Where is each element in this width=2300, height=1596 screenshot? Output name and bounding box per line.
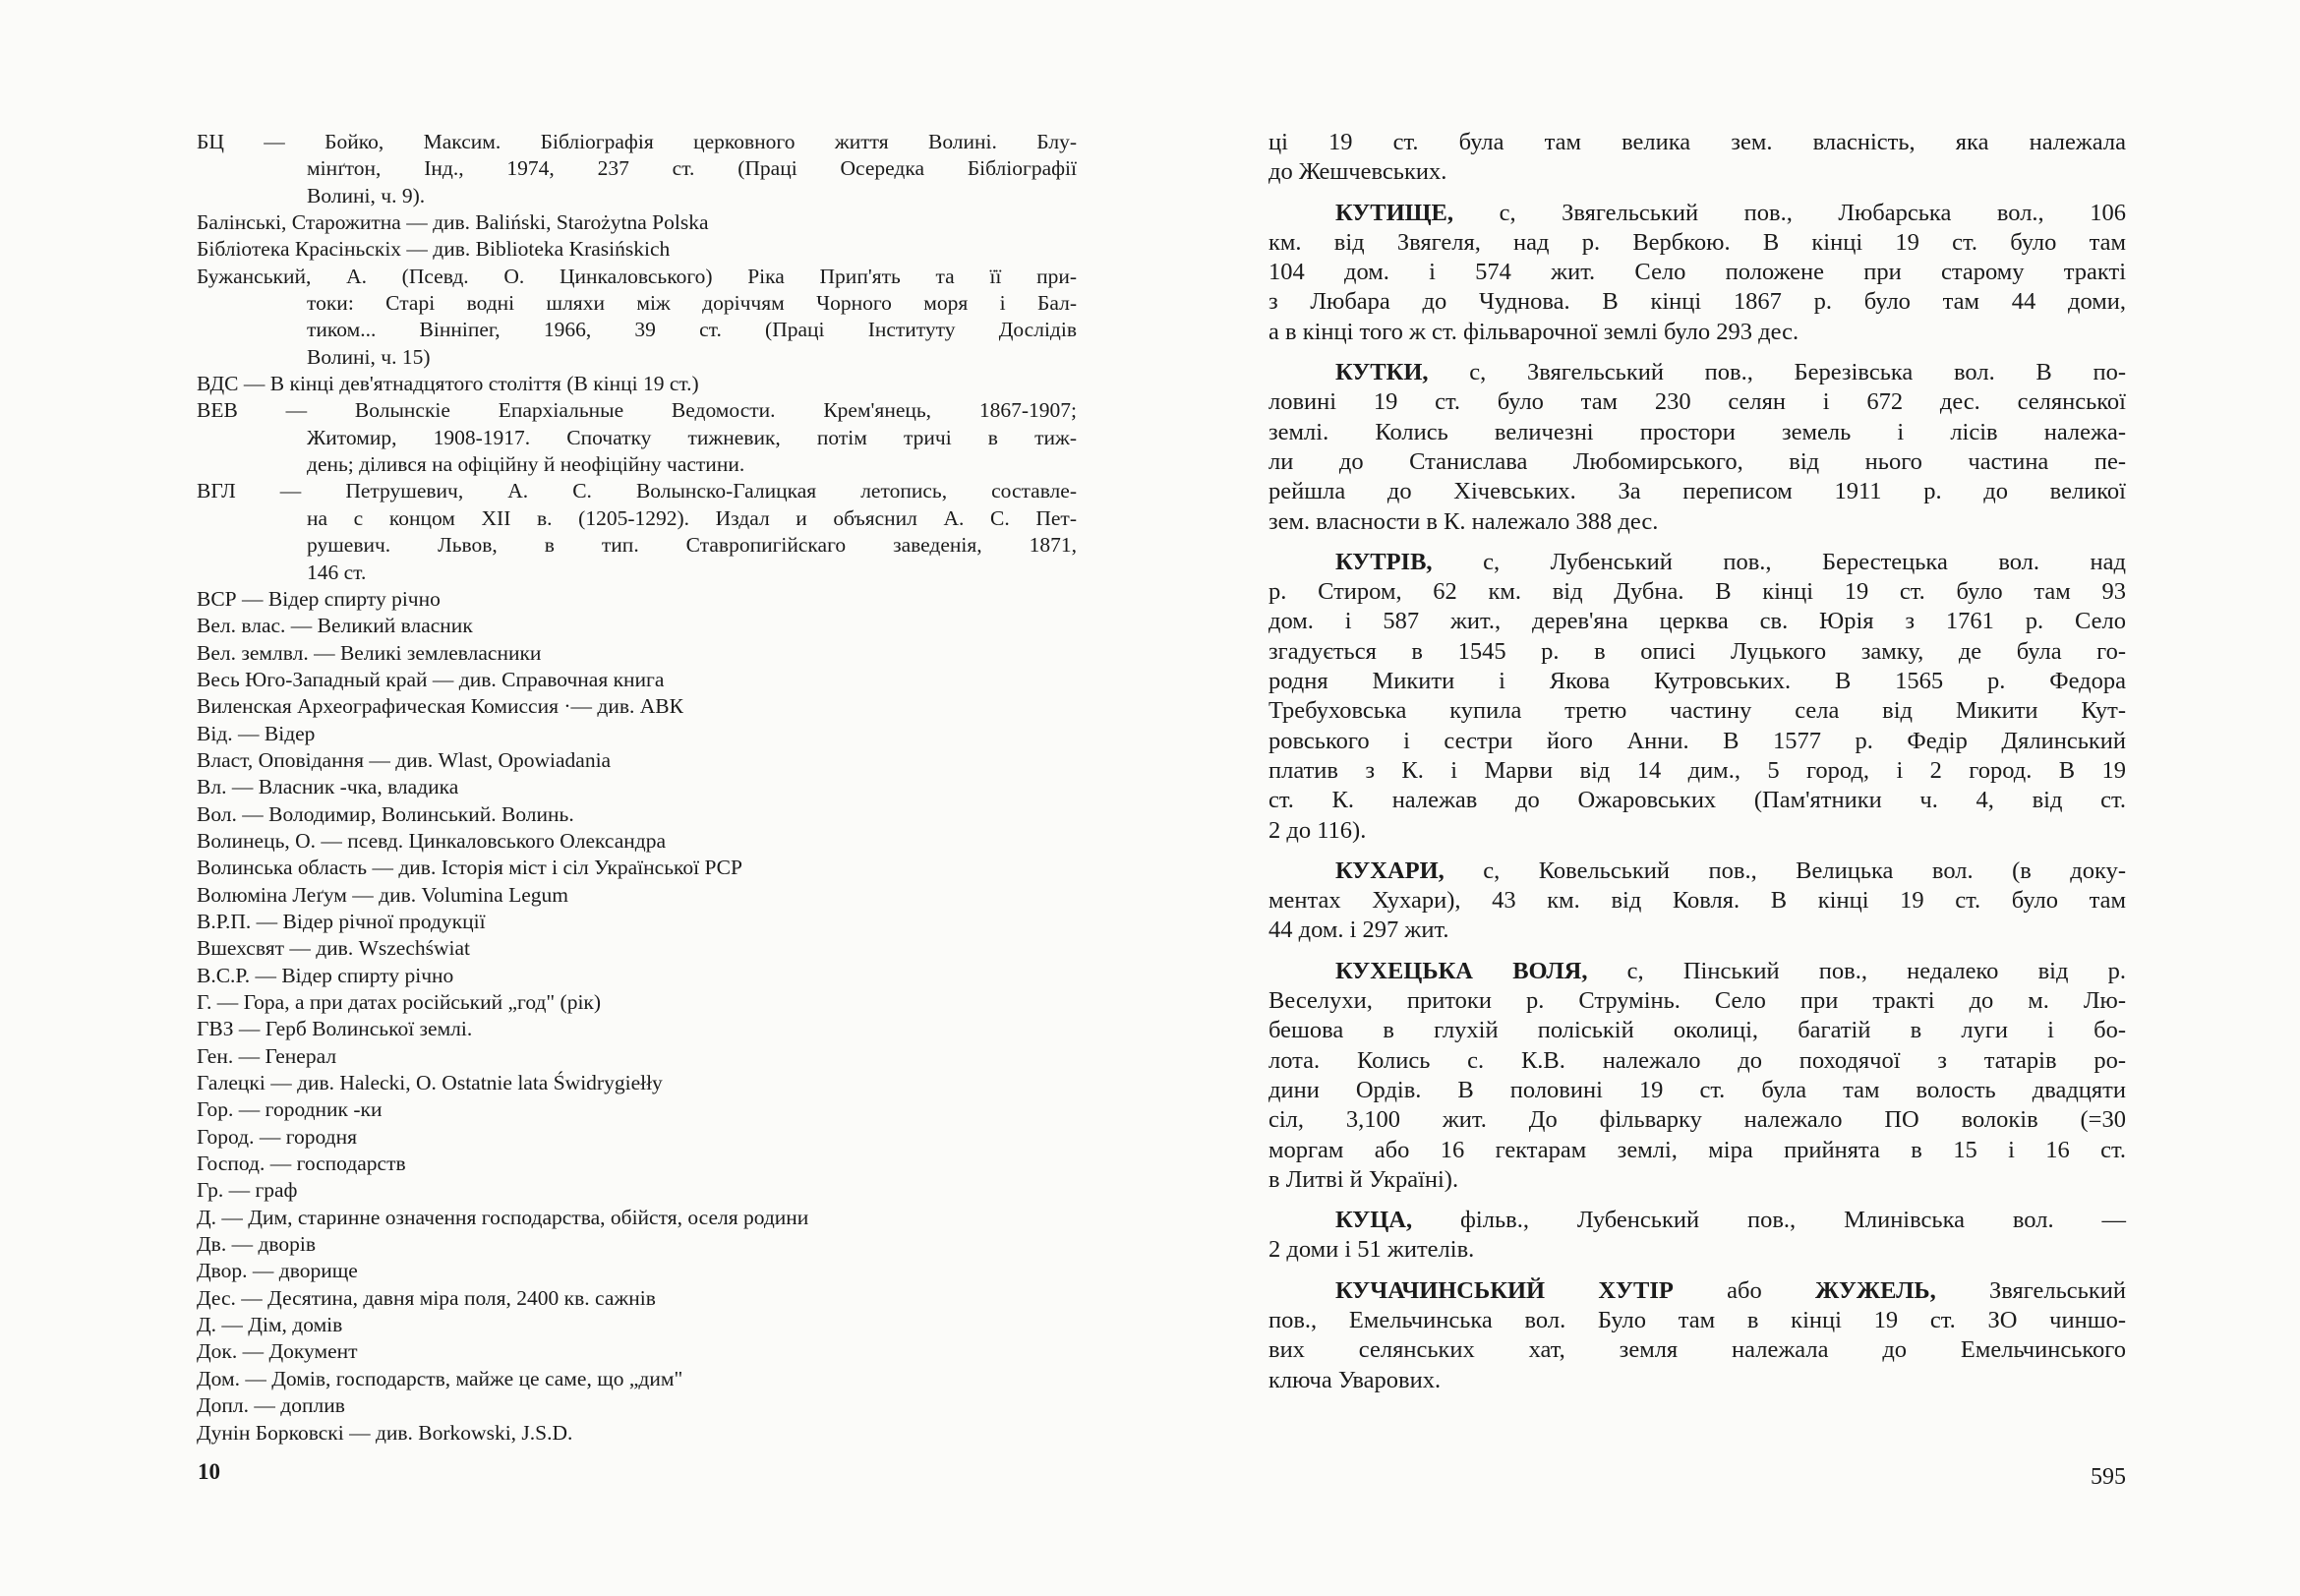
text-line	[197, 1258, 1077, 1284]
text-line	[1268, 477, 2126, 506]
text-span: або	[1673, 1276, 1816, 1304]
abbreviation-entry	[197, 1177, 1077, 1204]
text-span: вих селянських хат, земля належала до Емельчинського	[1268, 1336, 2126, 1364]
text-span: Веселухи, притоки р. Струмінь. Село при тракті до м. Лю-	[1268, 987, 2126, 1015]
abbreviation-entry	[197, 1312, 1077, 1338]
abbreviation-entry	[197, 613, 1077, 639]
text-span: Власт, Оповідання — див. Wlast, Opowiadania	[197, 747, 612, 772]
text-line	[197, 909, 1077, 935]
text-span: Д. — Дим, старинне означення господарства, обійстя, оселя родини	[197, 1205, 809, 1229]
text-span: Бужанський, А. (Псевд. О. Цинкаловського) Ріка Прип'ять та її при-	[197, 264, 1077, 288]
right-page	[1268, 128, 2126, 1395]
abbreviation-entry	[197, 1392, 1077, 1419]
text-line	[1268, 986, 2126, 1016]
text-span: ключа Уварових.	[1268, 1366, 1442, 1393]
text-span: рейшла до Хічевських. За переписом 1911 р. до великої	[1268, 478, 2126, 505]
text-line	[1268, 318, 2126, 347]
abbreviation-entry	[197, 1124, 1077, 1151]
abbreviation-entry	[197, 801, 1077, 828]
text-span: а в кінці того ж ст. фільварочної землі було 293 дес.	[1268, 318, 1799, 345]
text-line	[1268, 1306, 2126, 1335]
text-span: Вшехсвят — див. Wszechświat	[197, 936, 470, 961]
text-line	[1268, 1276, 2126, 1306]
text-line	[1268, 886, 2126, 916]
text-line	[1268, 637, 2126, 667]
text-line	[1268, 287, 2126, 317]
text-line	[197, 425, 1077, 451]
text-line	[1268, 1046, 2126, 1076]
text-line	[197, 532, 1077, 559]
text-span: Дв. — дворів	[197, 1232, 317, 1257]
gazetteer-paragraph	[1268, 1206, 2126, 1266]
text-line	[1268, 1235, 2126, 1265]
text-line	[197, 129, 1077, 155]
text-span: ментах Хухари), 43 км. від Ковля. В кінці 19 ст. було там	[1268, 887, 2126, 915]
text-span: Ген. — Генерал	[197, 1043, 337, 1068]
abbreviation-entry	[197, 371, 1077, 397]
abbreviation-entry	[197, 667, 1077, 693]
text-line	[1268, 577, 2126, 607]
text-span: Від. — Відер	[197, 721, 316, 745]
text-span: 104 дом. і 574 жит. Село положене при старому тракті	[1268, 259, 2126, 286]
text-span: Галецкі — див. Halecki, O. Ostatnie lata Świdrygiełły	[197, 1071, 663, 1095]
text-span: токи: Старі водні шляхи між доріччям Чорного моря і Бал-	[307, 291, 1077, 316]
text-span: пов., Емельчинська вол. Було там в кінці 19 ст. ЗО чиншо-	[1268, 1306, 2126, 1333]
text-line	[197, 1151, 1077, 1177]
entry-headword: КУТИЩЕ,	[1335, 199, 1454, 226]
text-line	[197, 505, 1077, 532]
text-line	[1268, 1076, 2126, 1105]
abbreviation-entry	[197, 1338, 1077, 1365]
text-span: Гр. — граф	[197, 1178, 298, 1203]
text-line	[197, 264, 1077, 290]
text-span: рушевич. Львов, в тип. Ставропигійскаго заведенія, 1871,	[307, 533, 1077, 558]
text-span: Город. — городня	[197, 1124, 357, 1149]
text-span: день; ділився на офіційну й неофіційну частини.	[307, 452, 745, 477]
text-line	[197, 586, 1077, 613]
abbreviation-entry	[197, 586, 1077, 613]
entry-headword: КУХАРИ,	[1335, 857, 1445, 884]
text-line	[197, 1205, 1077, 1231]
text-span: мінґтон, Інд., 1974, 237 ст. (Праці Осередка Бібліографії	[307, 156, 1077, 181]
text-line	[1268, 1016, 2126, 1045]
entry-headword: КУЧАЧИНСЬКИЙ ХУТІР	[1335, 1276, 1674, 1304]
page-number-left: 10	[198, 1459, 220, 1484]
text-span: бешова в глухій поліській околиці, багатій в луги і бо-	[1268, 1017, 2126, 1044]
text-span: км. від Звягеля, над р. Вербкою. В кінці 19 ст. було там	[1268, 228, 2126, 256]
entry-headword: ЖУЖЕЛЬ,	[1815, 1276, 1936, 1304]
page-number-right: 595	[2091, 1464, 2126, 1490]
left-page	[197, 129, 1077, 1447]
text-span: моргам або 16 гектарам землі, міра прийнята в 15 і 16 ст.	[1268, 1136, 2126, 1163]
text-span: с, Ковельський пов., Велицька вол. (в доку-	[1444, 857, 2126, 884]
text-line	[197, 828, 1077, 855]
text-line	[197, 1096, 1077, 1123]
text-line	[1268, 258, 2126, 287]
text-line	[197, 721, 1077, 747]
text-span: 2 до 116).	[1268, 816, 1367, 844]
abbreviation-entry	[197, 855, 1077, 881]
abbreviation-entry	[197, 478, 1077, 585]
text-line	[197, 613, 1077, 639]
text-span: Звягельський	[1935, 1276, 2126, 1304]
text-line	[197, 560, 1077, 586]
text-span: с, Лубенський пов., Берестецька вол. над	[1432, 548, 2126, 575]
text-span: Док. — Документ	[197, 1339, 358, 1364]
entry-headword: КУХЕЦЬКА ВОЛЯ,	[1335, 957, 1588, 984]
abbreviation-entry	[197, 747, 1077, 774]
text-span: платив з К. і Марви від 14 дим., 5 город, і 2 город. В 19	[1268, 756, 2126, 784]
gazetteer-paragraph	[1268, 957, 2126, 1195]
text-span: Волинська область — див. Історія міст і сіл Української РСР	[197, 856, 742, 880]
text-span: с, Звягельський пов., Березівська вол. В по-	[1428, 359, 2126, 386]
text-span: Вел. влас. — Великий власник	[197, 614, 473, 638]
text-line	[1268, 696, 2126, 726]
abbreviation-entry	[197, 1366, 1077, 1392]
text-span: ВГЛ — Петрушевич, А. С. Волынско-Галицкая летопись, составле-	[197, 479, 1077, 503]
text-span: Волині, ч. 15)	[307, 344, 431, 369]
abbreviation-entry	[197, 129, 1077, 209]
text-span: ці 19 ст. була там велика зем. власність, яка належала	[1268, 129, 2126, 155]
text-span: 44 дом. і 297 жит.	[1268, 916, 1449, 944]
gazetteer-paragraph	[1268, 199, 2126, 347]
text-line	[197, 1070, 1077, 1096]
text-line	[197, 1392, 1077, 1419]
text-span: Балінські, Старожитна — див. Baliński, Starożytna Polska	[197, 210, 709, 235]
text-line	[197, 882, 1077, 909]
text-line	[197, 667, 1077, 693]
text-span: Житомир, 1908-1917. Спочатку тижневик, потім тричі в тиж-	[307, 425, 1077, 449]
text-line	[1268, 816, 2126, 846]
text-span: Господ. — господарств	[197, 1152, 406, 1176]
text-line	[1268, 1366, 2126, 1395]
text-span: сіл, 3,100 жит. До фільварку належало ПО волоків (=30	[1268, 1106, 2126, 1134]
text-span: з Любара до Чуднова. В кінці 1867 р. було там 44 доми,	[1268, 288, 2126, 316]
abbreviation-entry	[197, 1231, 1077, 1258]
text-span: р. Стиром, 62 км. від Дубна. В кінці 19 ст. було там 93	[1268, 578, 2126, 606]
abbreviation-entry	[197, 909, 1077, 935]
text-line	[1268, 957, 2126, 986]
abbreviation-entry	[197, 1016, 1077, 1042]
abbreviation-entry	[197, 640, 1077, 667]
text-span: ГВЗ — Герб Волинської землі.	[197, 1017, 473, 1041]
text-span: Вел. землвл. — Великі землевласники	[197, 640, 542, 665]
text-line	[197, 855, 1077, 881]
text-line	[1268, 727, 2126, 756]
text-span: с, Звягельський пов., Любарська вол., 106	[1453, 199, 2126, 226]
abbreviation-entry	[197, 1151, 1077, 1177]
text-line	[197, 1312, 1077, 1338]
text-line	[197, 344, 1077, 371]
text-span: Вл. — Власник -чка, владика	[197, 775, 459, 799]
text-line	[197, 1043, 1077, 1070]
text-span: Требуховська купила третю частину села від Микити Кут-	[1268, 697, 2126, 725]
text-line	[197, 209, 1077, 236]
text-line	[197, 963, 1077, 989]
text-line	[1268, 786, 2126, 815]
abbreviation-entry	[197, 989, 1077, 1016]
text-line	[197, 451, 1077, 478]
text-line	[197, 1177, 1077, 1204]
text-line	[197, 693, 1077, 720]
abbreviation-entry	[197, 1096, 1077, 1123]
text-span: ВЕВ — Волынскіе Епархіальные Ведомости. Крем'янець, 1867-1907;	[197, 398, 1077, 423]
text-line	[197, 1420, 1077, 1447]
text-line	[197, 935, 1077, 962]
text-span: Допл. — доплив	[197, 1393, 345, 1418]
text-span: ли до Станислава Любомирського, від нього частина пе-	[1268, 447, 2126, 475]
text-span: до Жешчевських.	[1268, 158, 1447, 186]
text-line	[197, 397, 1077, 424]
text-span: згадується в 1545 р. в описі Луцького замку, де була го-	[1268, 637, 2126, 665]
abbreviation-entry	[197, 828, 1077, 855]
text-span: В.Р.П. — Відер річної продукції	[197, 909, 486, 933]
text-line	[197, 371, 1077, 397]
text-span: с, Пінський пов., недалеко від р.	[1587, 957, 2126, 984]
text-line	[197, 774, 1077, 800]
abbreviation-entry	[197, 1420, 1077, 1447]
text-span: ст. К. належав до Ожаровських (Пам'ятники ч. 4, від ст.	[1268, 787, 2126, 814]
text-line	[1268, 756, 2126, 786]
abbreviation-entry	[197, 209, 1077, 236]
abbreviation-entry	[197, 264, 1077, 371]
abbreviation-entry	[197, 774, 1077, 800]
text-span: Бібліотека Красіньскіх — див. Biblioteka Krasińskich	[197, 237, 671, 262]
abbreviation-entry	[197, 1043, 1077, 1070]
text-span: землі. Колись величезні простори земель і лісів належа-	[1268, 418, 2126, 445]
entry-headword: КУТКИ,	[1335, 359, 1429, 386]
text-line	[197, 155, 1077, 182]
gazetteer-paragraph	[1268, 358, 2126, 537]
text-span: Весь Юго-Западный край — див. Справочная книга	[197, 667, 665, 691]
text-line	[197, 236, 1077, 263]
text-span: на с концом XII в. (1205-1292). Издал и объяснил А. С. Пет-	[307, 505, 1077, 530]
text-line	[197, 478, 1077, 504]
gazetteer-paragraph	[1268, 128, 2126, 188]
text-span: Вол. — Володимир, Волинський. Волинь.	[197, 801, 574, 826]
text-line	[1268, 548, 2126, 577]
text-span: дини Ордів. В половині 19 ст. була там волость двадцяти	[1268, 1076, 2126, 1103]
text-line	[197, 989, 1077, 1016]
text-span: фільв., Лубенський пов., Млинівська вол. —	[1412, 1207, 2126, 1234]
text-span: 2 доми і 51 жителів.	[1268, 1236, 1475, 1264]
text-line	[1268, 507, 2126, 537]
text-line	[1268, 387, 2126, 417]
text-span: Волинець, О. — псевд. Цинкаловського Олександра	[197, 828, 667, 853]
text-span: дом. і 587 жит., дерев'яна церква св. Юрія з 1761 р. Село	[1268, 608, 2126, 635]
abbreviation-entry	[197, 236, 1077, 263]
abbreviation-entry	[197, 935, 1077, 962]
entry-headword: КУЦА,	[1335, 1207, 1413, 1234]
text-line	[1268, 916, 2126, 945]
text-span: Волині, ч. 9).	[307, 183, 426, 207]
text-line	[1268, 1206, 2126, 1235]
gazetteer-paragraph	[1268, 1276, 2126, 1395]
text-span: Дес. — Десятина, давня міра поля, 2400 кв. сажнів	[197, 1285, 656, 1310]
abbreviation-entry	[197, 721, 1077, 747]
text-span: Виленская Археографическая Комиссия ·— див. АВК	[197, 694, 683, 719]
text-line	[197, 317, 1077, 343]
text-span: Волюміна Леґум — див. Volumina Legum	[197, 882, 569, 907]
text-line	[1268, 607, 2126, 636]
text-span: лота. Колись с. К.В. належало до походячої з татарів ро-	[1268, 1046, 2126, 1074]
text-line	[1268, 1136, 2126, 1165]
abbreviation-entry	[197, 1258, 1077, 1284]
text-line	[1268, 228, 2126, 258]
text-line	[197, 183, 1077, 209]
text-span: Г. — Гора, а при датах російський „год" (рік)	[197, 990, 602, 1014]
abbreviation-entry	[197, 1205, 1077, 1231]
text-span: ловині 19 ст. було там 230 селян і 672 дес. селянської	[1268, 388, 2126, 416]
text-line	[1268, 1335, 2126, 1365]
text-line	[1268, 418, 2126, 447]
text-line	[197, 1016, 1077, 1042]
abbreviation-entry	[197, 882, 1077, 909]
text-span: Гор. — городник -ки	[197, 1097, 383, 1122]
text-span: ровського і сестри його Анни. В 1577 р. Федір Дялинський	[1268, 727, 2126, 754]
text-line	[197, 1366, 1077, 1392]
text-line	[197, 290, 1077, 317]
text-line	[1268, 128, 2126, 157]
text-span: ВДС — В кінці дев'ятнадцятого століття (В кінці 19 ст.)	[197, 372, 699, 396]
text-line	[1268, 1105, 2126, 1135]
text-line	[1268, 857, 2126, 886]
text-span: Двор. — дворище	[197, 1259, 358, 1283]
text-span: в Литві й Україні).	[1268, 1165, 1459, 1193]
text-line	[1268, 667, 2126, 696]
text-span: 146 ст.	[307, 560, 367, 584]
text-span: В.С.Р. — Відер спирту річно	[197, 963, 454, 987]
text-line	[1268, 199, 2126, 228]
gazetteer-paragraph	[1268, 857, 2126, 946]
text-span: ВСР — Відер спирту річно	[197, 586, 441, 611]
text-span: Д. — Дім, домів	[197, 1313, 343, 1337]
text-line	[197, 1285, 1077, 1312]
abbreviation-entry	[197, 397, 1077, 478]
entry-headword: КУТРІВ,	[1335, 548, 1433, 575]
text-line	[1268, 358, 2126, 387]
text-line	[197, 1338, 1077, 1365]
text-line	[1268, 1165, 2126, 1195]
text-line	[197, 747, 1077, 774]
abbreviation-entry	[197, 963, 1077, 989]
text-line	[197, 640, 1077, 667]
text-span: тиком... Вінніпег, 1966, 39 ст. (Праці Інституту Дослідів	[307, 318, 1077, 342]
abbreviation-entry	[197, 1285, 1077, 1312]
text-line	[197, 801, 1077, 828]
text-line	[197, 1124, 1077, 1151]
text-span: родня Микити і Якова Кутровських. В 1565 р. Федора	[1268, 668, 2126, 695]
text-span: зем. власности в К. належало 388 дес.	[1268, 507, 1659, 535]
gazetteer-paragraph	[1268, 548, 2126, 846]
text-line	[1268, 157, 2126, 187]
text-span: БЦ — Бойко, Максим. Бібліографія церковного життя Волині. Блу-	[197, 130, 1077, 153]
abbreviation-entry	[197, 693, 1077, 720]
abbreviation-entry	[197, 1070, 1077, 1096]
text-line	[197, 1231, 1077, 1258]
text-line	[1268, 447, 2126, 477]
text-span: Дом. — Домів, господарств, майже це саме, що „дим"	[197, 1366, 683, 1390]
text-span: Дунін Борковскі — див. Borkowski, J.S.D.	[197, 1420, 573, 1445]
